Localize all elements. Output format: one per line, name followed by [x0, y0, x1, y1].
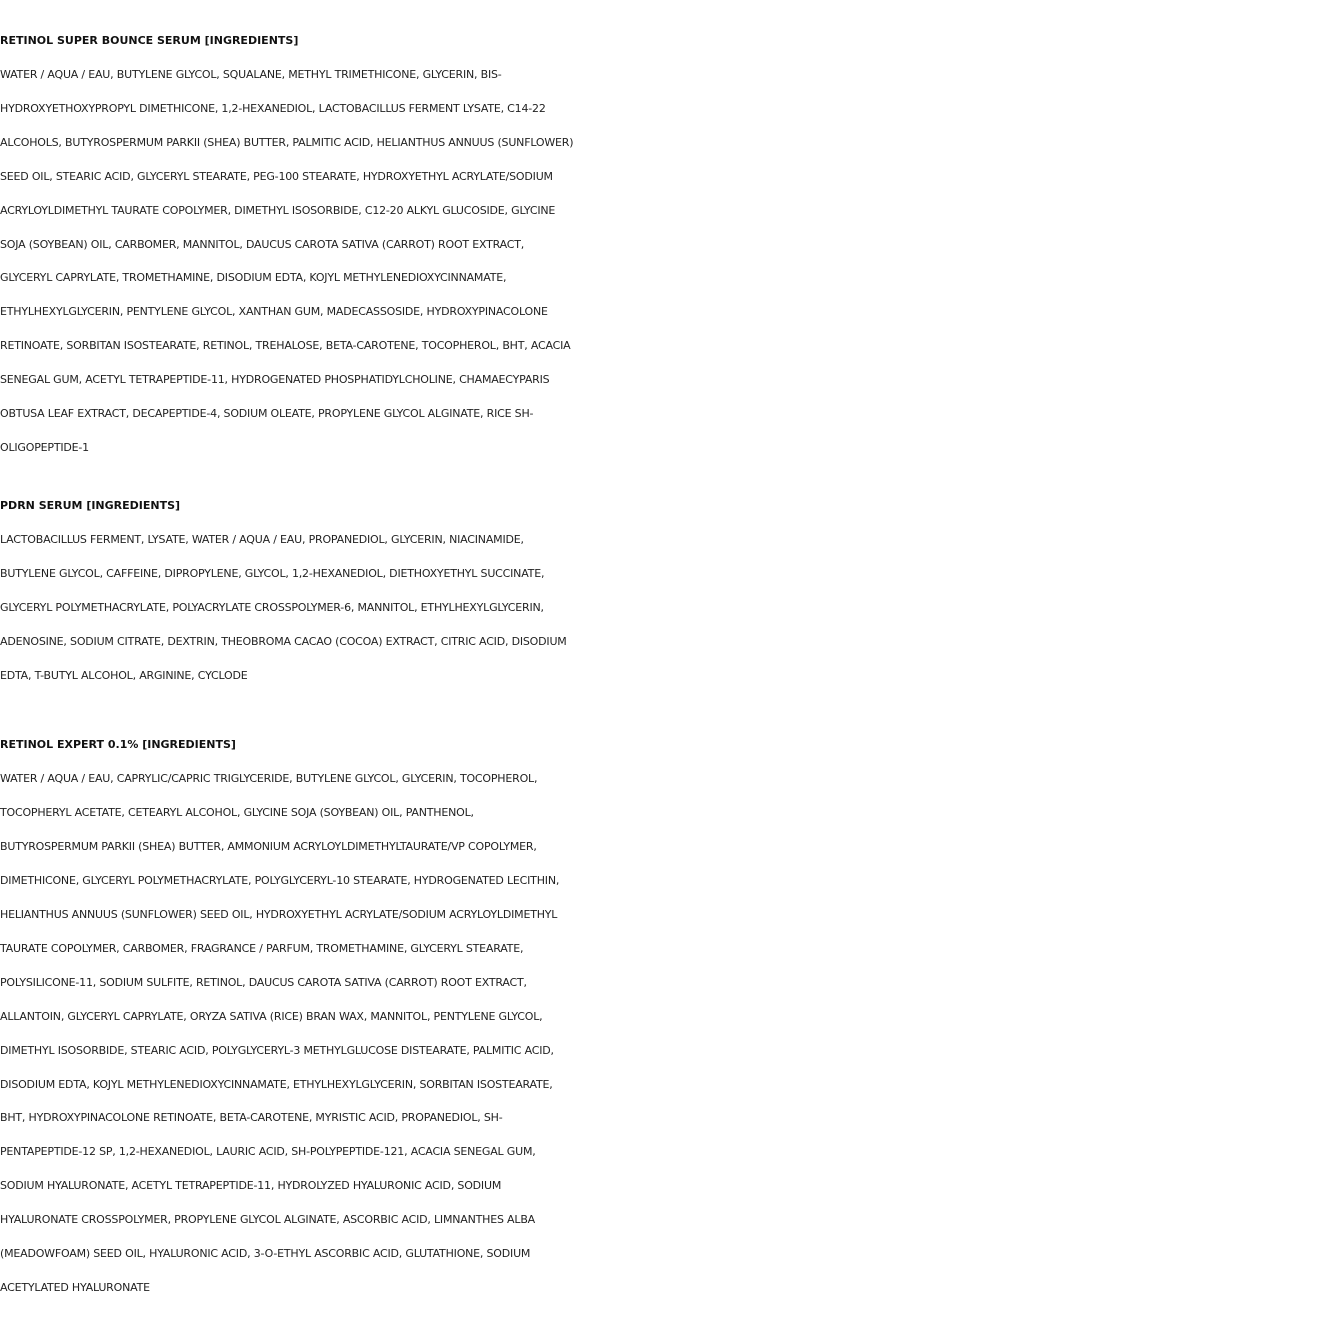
section-title: RETINOL SUPER BOUNCE SERUM [INGREDIENTS] — [0, 34, 299, 47]
ingredient-line: POLYSILICONE-11, SODIUM SULFITE, RETINOL, DAUCUS CAROTA SATIVA (CARROT) ROOT EXTRACT, — [0, 975, 527, 989]
ingredient-line: BUTYLENE GLYCOL, CAFFEINE, DIPROPYLENE, GLYCOL, 1,2-HEXANEDIOL, DIETHOXYETHYL SUCCINATE, — [0, 566, 545, 580]
ingredient-line: ACETYLATED HYALURONATE — [0, 1281, 150, 1294]
ingredient-line: (MEADOWFOAM) SEED OIL, HYALURONIC ACID, 3-O-ETHYL ASCORBIC ACID, GLUTATHIONE, SODIUM — [0, 1247, 531, 1261]
section-spacer — [0, 692, 1330, 728]
ingredient-line: TOCOPHERYL ACETATE, CETEARYL ALCOHOL, GLYCINE SOJA (SOYBEAN) OIL, PANTHENOL, — [0, 806, 474, 820]
ingredient-line: HYDROXYETHOXYPROPYL DIMETHICONE, 1,2-HEXANEDIOL, LACTOBACILLUS FERMENT LYSATE, C14-22 — [0, 101, 546, 115]
ingredient-line: SENEGAL GUM, ACETYL TETRAPEPTIDE-11, HYDROGENATED PHOSPHATIDYLCHOLINE, CHAMAECYPARIS — [0, 373, 550, 387]
ingredient-line: LACTOBACILLUS FERMENT, LYSATE, WATER / AQUA / EAU, PROPANEDIOL, GLYCERIN, NIACINAMIDE, — [0, 532, 524, 546]
ingredient-line: OLIGOPEPTIDE-1 — [0, 440, 89, 454]
ingredient-line: HYALURONATE CROSSPOLYMER, PROPYLENE GLYCOL ALGINATE, ASCORBIC ACID, LIMNANTHES ALBA — [0, 1213, 535, 1227]
ingredient-line: WATER / AQUA / EAU, CAPRYLIC/CAPRIC TRIGLYCERIDE, BUTYLENE GLYCOL, GLYCERIN, TOCOPHEROL, — [0, 772, 538, 786]
ingredient-line: ALLANTOIN, GLYCERYL CAPRYLATE, ORYZA SATIVA (RICE) BRAN WAX, MANNITOL, PENTYLENE GLYCOL, — [0, 1009, 543, 1023]
ingredient-line: DISODIUM EDTA, KOJYL METHYLENEDIOXYCINNAMATE, ETHYLHEXYLGLYCERIN, SORBITAN ISOSTEARATE, — [0, 1077, 553, 1091]
ingredient-line: SODIUM HYALURONATE, ACETYL TETRAPEPTIDE-11, HYDROLYZED HYALURONIC ACID, SODIUM — [0, 1179, 502, 1193]
ingredient-line: OBTUSA LEAF EXTRACT, DECAPEPTIDE-4, SODIUM OLEATE, PROPYLENE GLYCOL ALGINATE, RICE SH- — [0, 407, 534, 421]
ingredient-line: ACRYLOYLDIMETHYL TAURATE COPOLYMER, DIMETHYL ISOSORBIDE, C12-20 ALKYL GLUCOSIDE, GLYCINE — [0, 203, 556, 217]
section-spacer — [0, 465, 1330, 489]
ingredient-line: WATER / AQUA / EAU, BUTYLENE GLYCOL, SQUALANE, METHYL TRIMETHICONE, GLYCERIN, BIS- — [0, 68, 502, 81]
ingredient-line: EDTA, T-BUTYL ALCOHOL, ARGININE, CYCLODE — [0, 668, 248, 682]
ingredient-line: SOJA (SOYBEAN) OIL, CARBOMER, MANNITOL, DAUCUS CAROTA SATIVA (CARROT) ROOT EXTRACT, — [0, 237, 525, 251]
ingredient-line: ALCOHOLS, BUTYROSPERMUM PARKII (SHEA) BUTTER, PALMITIC ACID, HELIANTHUS ANNUUS (SUNFLOWER) — [0, 135, 574, 149]
ingredient-line: DIMETHYL ISOSORBIDE, STEARIC ACID, POLYGLYCERYL-3 METHYLGLUCOSE DISTEARATE, PALMITIC ACID, — [0, 1043, 554, 1057]
ingredient-line: RETINOATE, SORBITAN ISOSTEARATE, RETINOL, TREHALOSE, BETA-CAROTENE, TOCOPHEROL, BHT, ACACIA — [0, 339, 571, 353]
section-retinol-expert — [0, 728, 1330, 1305]
ingredient-line: ADENOSINE, SODIUM CITRATE, DEXTRIN, THEOBROMA CACAO (COCOA) EXTRACT, CITRIC ACID, DISODIUM — [0, 634, 567, 648]
ingredient-line: BUTYROSPERMUM PARKII (SHEA) BUTTER, AMMONIUM ACRYLOYLDIMETHYLTAURATE/VP COPOLYMER, — [0, 840, 537, 854]
ingredient-line: GLYCERYL CAPRYLATE, TROMETHAMINE, DISODIUM EDTA, KOJYL METHYLENEDIOXYCINNAMATE, — [0, 271, 507, 285]
section-title: RETINOL EXPERT 0.1% [INGREDIENTS] — [0, 738, 236, 752]
ingredients-document — [0, 24, 1330, 1305]
ingredient-line: TAURATE COPOLYMER, CARBOMER, FRAGRANCE / PARFUM, TROMETHAMINE, GLYCERYL STEARATE, — [0, 941, 524, 955]
ingredient-line: ETHYLHEXYLGLYCERIN, PENTYLENE GLYCOL, XANTHAN GUM, MADECASSOSIDE, HYDROXYPINACOLONE — [0, 305, 548, 319]
section-title: PDRN SERUM [INGREDIENTS] — [0, 498, 181, 512]
ingredient-line: HELIANTHUS ANNUUS (SUNFLOWER) SEED OIL, HYDROXYETHYL ACRYLATE/SODIUM ACRYLOYLDIMETHYL — [0, 908, 558, 922]
ingredient-line: SEED OIL, STEARIC ACID, GLYCERYL STEARATE, PEG-100 STEARATE, HYDROXYETHYL ACRYLATE/SODIUM — [0, 169, 553, 183]
ingredient-line: GLYCERYL POLYMETHACRYLATE, POLYACRYLATE CROSSPOLYMER-6, MANNITOL, ETHYLHEXYLGLYCERIN, — [0, 600, 544, 614]
section-pdrn-serum — [0, 489, 1330, 693]
ingredient-line: PENTAPEPTIDE-12 SP, 1,2-HEXANEDIOL, LAURIC ACID, SH-POLYPEPTIDE-121, ACACIA SENEGAL GUM, — [0, 1145, 536, 1159]
section-retinol-super-bounce-serum — [0, 24, 1330, 465]
ingredient-line: BHT, HYDROXYPINACOLONE RETINOATE, BETA-CAROTENE, MYRISTIC ACID, PROPANEDIOL, SH- — [0, 1111, 503, 1125]
ingredient-line: DIMETHICONE, GLYCERYL POLYMETHACRYLATE, POLYGLYCERYL-10 STEARATE, HYDROGENATED LECITHIN, — [0, 874, 560, 888]
